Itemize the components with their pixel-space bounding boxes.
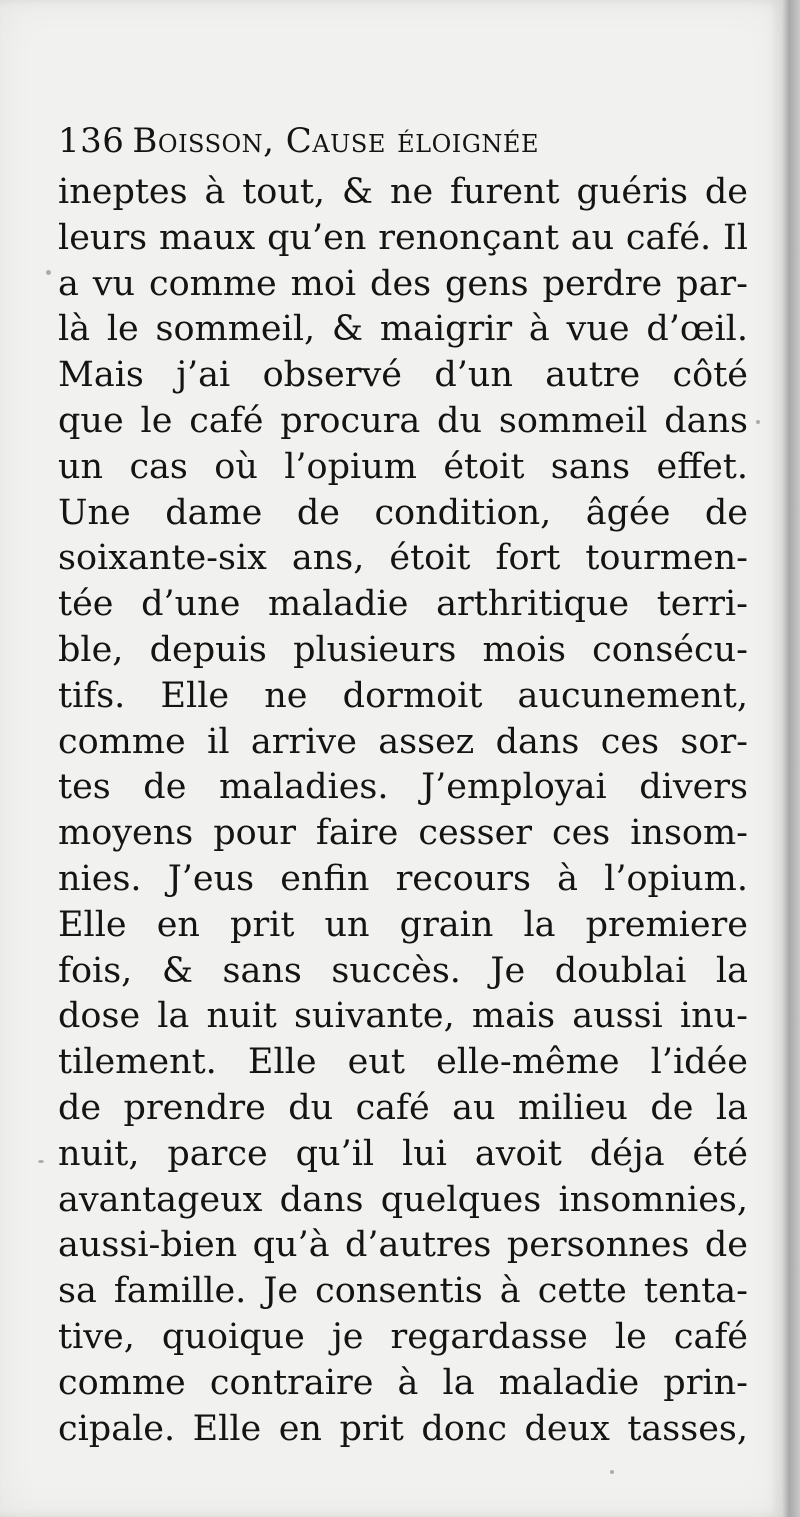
text-line: nuit, parce qu’il lui avoit déja été xyxy=(58,1133,748,1174)
text-line: avantageux dans quelques insomnies, xyxy=(58,1179,748,1220)
text-line: cipale. Elle en prit donc deux tasses, xyxy=(58,1408,748,1449)
running-head-title: Boisson, Cause éloignée xyxy=(132,121,539,161)
text-line: comme contraire à la maladie prin- xyxy=(58,1362,748,1403)
text-line: leurs maux qu’en renonçant au café. Il xyxy=(58,217,748,258)
text-line: tive, quoique je regardasse le café xyxy=(58,1316,748,1357)
text-line: tilement. Elle eut elle-même l’idée xyxy=(58,1042,748,1083)
text-line: tes de maladies. J’employai divers xyxy=(58,767,748,808)
text-line: ineptes à tout, & ne furent guéris de xyxy=(58,172,748,212)
text-line: là le sommeil, & maigrir à vue d’œil. xyxy=(58,309,748,350)
text-line: tifs. Elle ne dormoit aucunement, xyxy=(58,675,748,716)
text-line: Une dame de condition, âgée de xyxy=(58,492,748,533)
text-line: a vu comme moi des gens perdre par- xyxy=(58,263,748,304)
text-line: moyens pour faire cesser ces insom- xyxy=(58,813,748,854)
text-line: de prendre du café au milieu de la xyxy=(58,1087,748,1128)
page-edge xyxy=(782,0,800,1517)
page-text xyxy=(58,112,748,1452)
text-line: Elle en prit un grain la premiere xyxy=(58,904,748,945)
text-line: ble, depuis plusieurs mois consécu- xyxy=(58,629,748,670)
text-line: tée d’une maladie arthritique terri- xyxy=(58,584,748,625)
text-line: fois, & sans succès. Je doublai la xyxy=(58,950,748,991)
text-line: dose la nuit suivante, mais aussi inu- xyxy=(58,996,748,1037)
text-line: sa famille. Je consentis à cette tenta- xyxy=(58,1271,748,1312)
text-line: Mais j’ai observé d’un autre côté xyxy=(58,355,748,396)
text-line: que le café procura du sommeil dans xyxy=(58,400,748,441)
text-line: soixante-six ans, étoit fort tourmen- xyxy=(58,538,748,579)
text-line: nies. J’eus enfin recours à l’opium. xyxy=(58,858,748,899)
body-text xyxy=(58,170,748,1452)
ink-speck xyxy=(610,1470,614,1474)
text-line: un cas où l’opium étoit sans effet. xyxy=(58,446,748,487)
text-line: comme il arrive assez dans ces sor- xyxy=(58,721,748,762)
ink-speck xyxy=(756,420,760,424)
text-line: aussi-bien qu’à d’autres personnes de xyxy=(58,1225,748,1266)
page-number: 136 xyxy=(58,121,125,161)
ink-speck xyxy=(46,270,51,275)
running-header xyxy=(58,112,748,170)
ink-speck xyxy=(38,1160,44,1163)
